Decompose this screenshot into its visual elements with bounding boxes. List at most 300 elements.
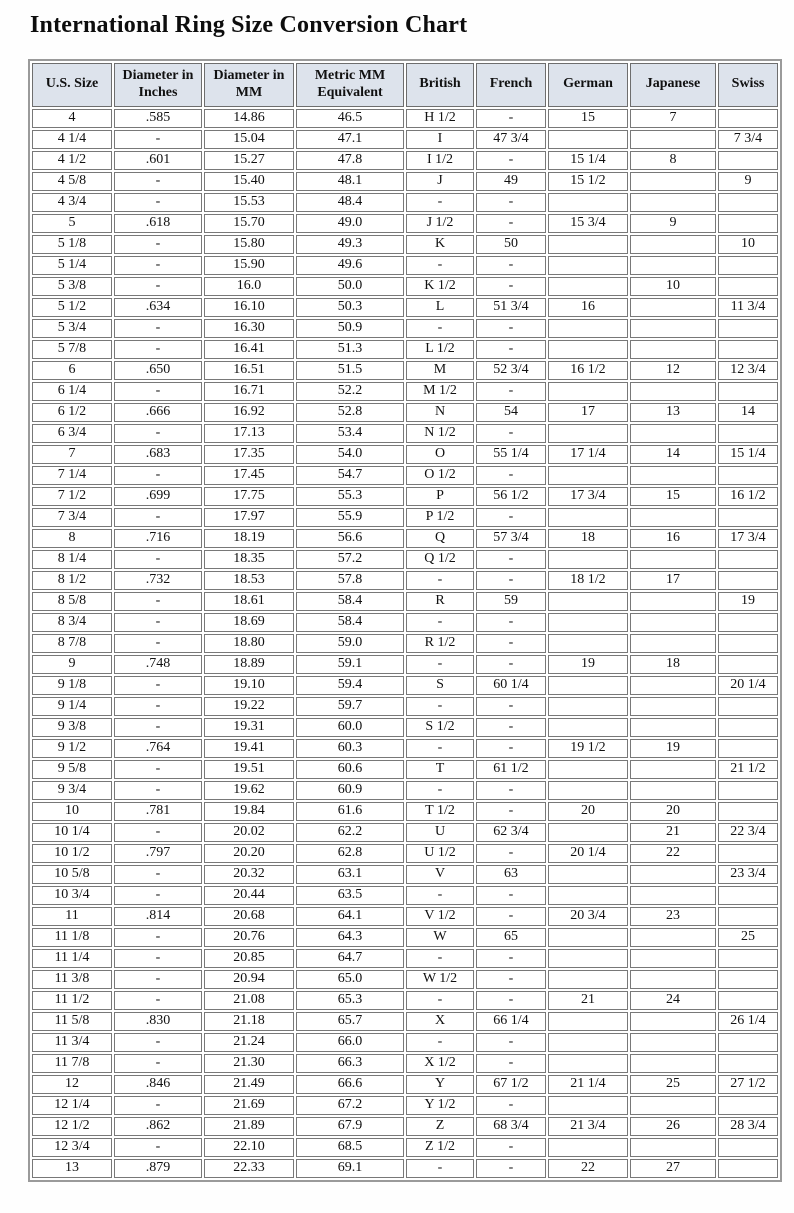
table-cell-metric-mm-equivalent: 54.0 [296,445,404,464]
table-cell-swiss [718,151,778,170]
table-cell-metric-mm-equivalent: 63.1 [296,865,404,884]
table-cell-japanese [630,886,716,905]
table-row [32,1012,778,1031]
table-cell-british: - [406,697,474,716]
column-header-swiss: Swiss [718,63,778,107]
table-row [32,907,778,926]
table-cell-japanese [630,508,716,527]
table-cell-us-size: 12 3/4 [32,1138,112,1157]
table-cell-diameter-inches: - [114,718,202,737]
table-cell-japanese [630,865,716,884]
table-cell-british: N 1/2 [406,424,474,443]
table-cell-us-size: 9 1/2 [32,739,112,758]
table-row [32,1138,778,1157]
table-cell-diameter-mm: 15.90 [204,256,294,275]
table-cell-us-size: 8 [32,529,112,548]
table-cell-french: 66 1/4 [476,1012,546,1031]
table-cell-german: 20 [548,802,628,821]
table-cell-diameter-inches: - [114,1054,202,1073]
table-row [32,298,778,317]
table-cell-us-size: 12 1/4 [32,1096,112,1115]
table-row [32,466,778,485]
table-cell-metric-mm-equivalent: 65.3 [296,991,404,1010]
table-cell-japanese [630,718,716,737]
table-cell-british: - [406,655,474,674]
table-cell-swiss: 25 [718,928,778,947]
table-cell-german: 17 3/4 [548,487,628,506]
table-cell-british: - [406,781,474,800]
table-cell-diameter-mm: 19.22 [204,697,294,716]
table-row [32,739,778,758]
table-cell-us-size: 8 7/8 [32,634,112,653]
table-cell-metric-mm-equivalent: 57.8 [296,571,404,590]
table-cell-swiss [718,340,778,359]
table-cell-french: - [476,802,546,821]
table-cell-japanese [630,1138,716,1157]
table-cell-swiss [718,907,778,926]
table-row [32,130,778,149]
table-cell-german [548,634,628,653]
table-cell-japanese: 12 [630,361,716,380]
table-cell-diameter-inches: .634 [114,298,202,317]
table-cell-japanese: 14 [630,445,716,464]
table-cell-diameter-mm: 19.41 [204,739,294,758]
table-cell-french: 51 3/4 [476,298,546,317]
table-cell-metric-mm-equivalent: 64.3 [296,928,404,947]
table-row [32,424,778,443]
table-cell-swiss: 23 3/4 [718,865,778,884]
table-cell-german [548,886,628,905]
table-cell-japanese [630,382,716,401]
table-cell-diameter-inches: - [114,172,202,191]
table-cell-german: 20 3/4 [548,907,628,926]
table-cell-german [548,508,628,527]
table-cell-german: 17 1/4 [548,445,628,464]
table-cell-diameter-mm: 20.76 [204,928,294,947]
table-cell-us-size: 5 1/4 [32,256,112,275]
table-cell-british: - [406,991,474,1010]
table-cell-us-size: 5 3/4 [32,319,112,338]
table-cell-diameter-inches: - [114,823,202,842]
table-cell-diameter-inches: - [114,319,202,338]
table-cell-diameter-mm: 16.51 [204,361,294,380]
table-cell-metric-mm-equivalent: 59.0 [296,634,404,653]
table-cell-japanese: 7 [630,109,716,128]
table-cell-french: - [476,613,546,632]
table-cell-german [548,613,628,632]
table-cell-swiss: 10 [718,235,778,254]
table-cell-diameter-mm: 21.08 [204,991,294,1010]
table-cell-swiss: 15 1/4 [718,445,778,464]
table-cell-metric-mm-equivalent: 60.9 [296,781,404,800]
table-cell-us-size: 9 1/8 [32,676,112,695]
table-cell-british: L [406,298,474,317]
table-cell-french: 59 [476,592,546,611]
table-cell-diameter-inches: .716 [114,529,202,548]
table-cell-swiss [718,424,778,443]
table-cell-swiss [718,949,778,968]
table-cell-german [548,550,628,569]
table-cell-us-size: 8 5/8 [32,592,112,611]
table-cell-diameter-inches: - [114,949,202,968]
table-cell-german: 18 [548,529,628,548]
table-row [32,886,778,905]
table-cell-british: S [406,676,474,695]
table-row [32,1159,778,1178]
table-cell-british: - [406,613,474,632]
table-cell-french: - [476,277,546,296]
table-cell-german [548,676,628,695]
table-cell-metric-mm-equivalent: 49.0 [296,214,404,233]
table-row [32,256,778,275]
table-cell-us-size: 10 1/2 [32,844,112,863]
table-cell-french: - [476,340,546,359]
table-cell-metric-mm-equivalent: 50.9 [296,319,404,338]
table-cell-diameter-inches: - [114,130,202,149]
table-cell-diameter-mm: 17.97 [204,508,294,527]
table-cell-german [548,277,628,296]
table-row [32,403,778,422]
table-cell-french: - [476,886,546,905]
column-header-metric-mm-equivalent: Metric MM Equivalent [296,63,404,107]
column-header-japanese: Japanese [630,63,716,107]
table-cell-german: 21 1/4 [548,1075,628,1094]
column-header-diameter-mm: Diameter in MM [204,63,294,107]
table-cell-swiss [718,319,778,338]
table-cell-british: - [406,739,474,758]
table-cell-metric-mm-equivalent: 47.8 [296,151,404,170]
table-cell-metric-mm-equivalent: 69.1 [296,1159,404,1178]
table-cell-french: 61 1/2 [476,760,546,779]
table-cell-swiss [718,802,778,821]
table-cell-diameter-inches: .862 [114,1117,202,1136]
table-cell-japanese [630,676,716,695]
table-row [32,508,778,527]
table-cell-japanese: 17 [630,571,716,590]
table-row [32,193,778,212]
table-cell-german: 20 1/4 [548,844,628,863]
table-cell-british: I 1/2 [406,151,474,170]
table-cell-us-size: 11 1/2 [32,991,112,1010]
table-cell-diameter-mm: 17.75 [204,487,294,506]
table-cell-swiss: 22 3/4 [718,823,778,842]
table-cell-metric-mm-equivalent: 62.2 [296,823,404,842]
table-cell-us-size: 7 3/4 [32,508,112,527]
table-cell-diameter-mm: 21.18 [204,1012,294,1031]
table-cell-swiss [718,844,778,863]
table-cell-japanese: 22 [630,844,716,863]
table-cell-german [548,466,628,485]
table-cell-french: - [476,1159,546,1178]
table-cell-japanese: 23 [630,907,716,926]
table-cell-diameter-inches: - [114,865,202,884]
table-cell-metric-mm-equivalent: 61.6 [296,802,404,821]
table-cell-swiss [718,655,778,674]
table-cell-swiss [718,382,778,401]
table-row [32,361,778,380]
table-cell-metric-mm-equivalent: 66.0 [296,1033,404,1052]
table-cell-diameter-mm: 15.80 [204,235,294,254]
table-cell-swiss [718,1033,778,1052]
table-cell-swiss [718,991,778,1010]
table-cell-british: M 1/2 [406,382,474,401]
table-cell-japanese [630,235,716,254]
table-cell-metric-mm-equivalent: 68.5 [296,1138,404,1157]
table-cell-us-size: 11 3/8 [32,970,112,989]
table-cell-diameter-inches: - [114,613,202,632]
table-cell-diameter-inches: - [114,970,202,989]
table-cell-metric-mm-equivalent: 60.3 [296,739,404,758]
table-cell-swiss: 9 [718,172,778,191]
table-row [32,340,778,359]
table-cell-french: - [476,991,546,1010]
table-cell-british: Q [406,529,474,548]
table-cell-british: P 1/2 [406,508,474,527]
table-cell-japanese [630,697,716,716]
table-cell-diameter-inches: .683 [114,445,202,464]
table-cell-german: 15 1/4 [548,151,628,170]
table-cell-diameter-inches: .879 [114,1159,202,1178]
table-row [32,991,778,1010]
table-cell-japanese: 24 [630,991,716,1010]
table-cell-british: S 1/2 [406,718,474,737]
table-cell-french: - [476,1138,546,1157]
table-cell-metric-mm-equivalent: 67.2 [296,1096,404,1115]
table-cell-british: L 1/2 [406,340,474,359]
table-cell-diameter-mm: 18.89 [204,655,294,674]
table-cell-us-size: 5 3/8 [32,277,112,296]
table-cell-french: - [476,844,546,863]
table-cell-german: 21 [548,991,628,1010]
table-cell-us-size: 9 5/8 [32,760,112,779]
table-cell-us-size: 9 [32,655,112,674]
table-cell-us-size: 10 [32,802,112,821]
table-cell-japanese: 9 [630,214,716,233]
table-cell-french: - [476,781,546,800]
table-cell-german: 17 [548,403,628,422]
table-cell-swiss [718,1054,778,1073]
table-cell-swiss [718,256,778,275]
table-cell-us-size: 12 [32,1075,112,1094]
table-cell-metric-mm-equivalent: 52.8 [296,403,404,422]
table-row [32,592,778,611]
table-row [32,109,778,128]
table-cell-diameter-mm: 22.33 [204,1159,294,1178]
table-cell-swiss [718,1159,778,1178]
table-cell-british: M [406,361,474,380]
table-cell-diameter-inches: - [114,1096,202,1115]
table-cell-swiss [718,193,778,212]
table-cell-swiss: 16 1/2 [718,487,778,506]
table-cell-metric-mm-equivalent: 57.2 [296,550,404,569]
table-cell-metric-mm-equivalent: 66.3 [296,1054,404,1073]
table-cell-us-size: 7 [32,445,112,464]
table-cell-british: K [406,235,474,254]
table-cell-british: Y 1/2 [406,1096,474,1115]
table-cell-diameter-inches: - [114,928,202,947]
table-cell-diameter-mm: 15.40 [204,172,294,191]
table-cell-french: - [476,424,546,443]
table-cell-swiss [718,634,778,653]
table-cell-metric-mm-equivalent: 67.9 [296,1117,404,1136]
table-cell-swiss [718,1096,778,1115]
table-cell-swiss [718,697,778,716]
table-cell-french: 56 1/2 [476,487,546,506]
table-row [32,634,778,653]
table-cell-swiss [718,214,778,233]
table-row [32,445,778,464]
table-cell-swiss: 11 3/4 [718,298,778,317]
table-cell-diameter-mm: 16.30 [204,319,294,338]
table-cell-german [548,760,628,779]
table-cell-diameter-mm: 20.02 [204,823,294,842]
table-cell-british: - [406,1159,474,1178]
table-cell-us-size: 4 1/2 [32,151,112,170]
table-cell-metric-mm-equivalent: 51.3 [296,340,404,359]
table-cell-german [548,823,628,842]
table-cell-metric-mm-equivalent: 48.4 [296,193,404,212]
table-cell-diameter-mm: 18.53 [204,571,294,590]
table-cell-diameter-inches: .748 [114,655,202,674]
table-cell-british: V [406,865,474,884]
table-cell-german [548,718,628,737]
column-header-french: French [476,63,546,107]
table-row [32,571,778,590]
table-cell-british: R 1/2 [406,634,474,653]
table-cell-japanese [630,1054,716,1073]
table-cell-japanese [630,928,716,947]
table-row [32,1075,778,1094]
table-cell-french: - [476,193,546,212]
table-cell-diameter-inches: .666 [114,403,202,422]
table-cell-french: - [476,151,546,170]
table-cell-british: T [406,760,474,779]
table-cell-diameter-inches: - [114,340,202,359]
table-cell-japanese [630,613,716,632]
table-cell-diameter-inches: .585 [114,109,202,128]
table-cell-diameter-inches: .814 [114,907,202,926]
table-cell-diameter-mm: 16.10 [204,298,294,317]
table-cell-british: - [406,193,474,212]
table-cell-metric-mm-equivalent: 60.0 [296,718,404,737]
table-row [32,1033,778,1052]
table-cell-us-size: 5 1/2 [32,298,112,317]
table-cell-french: - [476,1033,546,1052]
table-cell-metric-mm-equivalent: 51.5 [296,361,404,380]
table-cell-diameter-inches: .618 [114,214,202,233]
table-cell-french: 65 [476,928,546,947]
table-cell-us-size: 8 3/4 [32,613,112,632]
table-cell-metric-mm-equivalent: 64.7 [296,949,404,968]
table-row [32,1096,778,1115]
table-cell-diameter-mm: 18.61 [204,592,294,611]
table-cell-french: - [476,508,546,527]
table-cell-german [548,928,628,947]
table-cell-french: - [476,319,546,338]
table-cell-german: 15 [548,109,628,128]
table-cell-japanese: 13 [630,403,716,422]
table-cell-us-size: 10 5/8 [32,865,112,884]
table-row [32,529,778,548]
table-cell-british: Z [406,1117,474,1136]
table-cell-us-size: 10 1/4 [32,823,112,842]
table-cell-german: 22 [548,1159,628,1178]
table-cell-french: 47 3/4 [476,130,546,149]
table-cell-diameter-mm: 18.69 [204,613,294,632]
page-title: International Ring Size Conversion Chart [30,12,468,38]
table-cell-diameter-inches: - [114,256,202,275]
table-cell-us-size: 13 [32,1159,112,1178]
table-cell-german [548,592,628,611]
table-cell-french: - [476,571,546,590]
table-cell-british: J 1/2 [406,214,474,233]
table-cell-diameter-inches: - [114,592,202,611]
table-cell-french: 49 [476,172,546,191]
table-cell-french: - [476,466,546,485]
table-cell-french: - [476,655,546,674]
table-cell-diameter-mm: 18.19 [204,529,294,548]
table-cell-swiss: 21 1/2 [718,760,778,779]
table-cell-metric-mm-equivalent: 53.4 [296,424,404,443]
table-cell-diameter-mm: 21.89 [204,1117,294,1136]
table-cell-diameter-inches: - [114,991,202,1010]
table-cell-diameter-mm: 19.51 [204,760,294,779]
table-cell-german [548,865,628,884]
table-cell-german [548,340,628,359]
table-cell-japanese: 10 [630,277,716,296]
table-cell-metric-mm-equivalent: 62.8 [296,844,404,863]
table-cell-french: - [476,1054,546,1073]
table-cell-metric-mm-equivalent: 48.1 [296,172,404,191]
table-row [32,277,778,296]
table-cell-diameter-inches: .650 [114,361,202,380]
table-cell-french: - [476,256,546,275]
table-cell-japanese [630,781,716,800]
table-cell-french: - [476,382,546,401]
table-cell-swiss: 7 3/4 [718,130,778,149]
table-cell-metric-mm-equivalent: 59.1 [296,655,404,674]
table-cell-diameter-mm: 16.71 [204,382,294,401]
table-cell-swiss [718,571,778,590]
table-cell-british: O 1/2 [406,466,474,485]
table-cell-swiss: 26 1/4 [718,1012,778,1031]
table-cell-diameter-mm: 21.69 [204,1096,294,1115]
table-cell-diameter-inches: - [114,550,202,569]
table-cell-british: X [406,1012,474,1031]
table-cell-japanese [630,970,716,989]
table-cell-diameter-mm: 20.20 [204,844,294,863]
table-cell-us-size: 7 1/2 [32,487,112,506]
table-cell-german: 19 1/2 [548,739,628,758]
table-cell-british: W [406,928,474,947]
table-row [32,802,778,821]
table-cell-diameter-inches: .781 [114,802,202,821]
table-cell-swiss [718,886,778,905]
table-cell-us-size: 4 1/4 [32,130,112,149]
table-cell-diameter-inches: - [114,235,202,254]
table-cell-french: 52 3/4 [476,361,546,380]
table-cell-us-size: 8 1/4 [32,550,112,569]
table-row [32,235,778,254]
column-header-us-size: U.S. Size [32,63,112,107]
table-cell-british: U [406,823,474,842]
table-cell-french: - [476,907,546,926]
column-header-diameter-inches: Diameter in Inches [114,63,202,107]
table-cell-japanese [630,298,716,317]
table-cell-german: 21 3/4 [548,1117,628,1136]
table-cell-metric-mm-equivalent: 47.1 [296,130,404,149]
table-cell-us-size: 11 5/8 [32,1012,112,1031]
